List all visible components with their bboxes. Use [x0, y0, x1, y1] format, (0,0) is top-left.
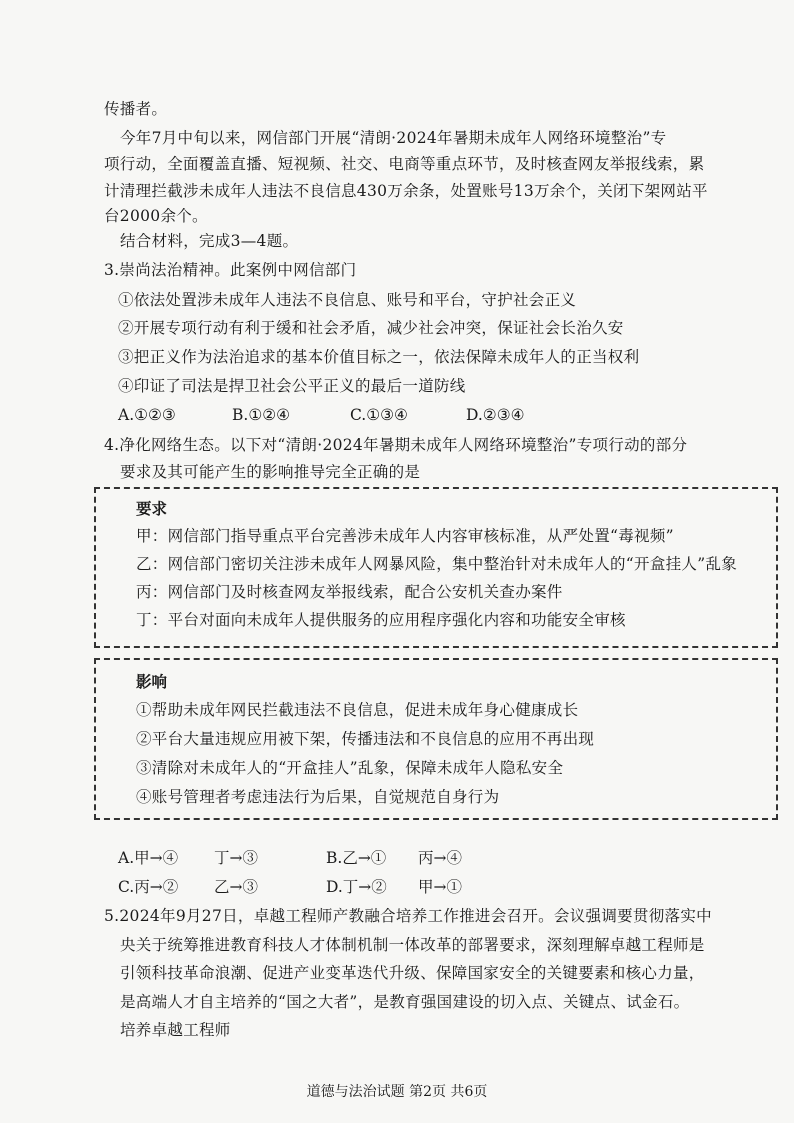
page-footer: 道德与法治试题 第2页 共6页	[306, 1084, 488, 1100]
effect-item: ④账号管理者考虑违法行为后果，自觉规范自身行为	[136, 788, 500, 806]
q5-stem-cont: 是高端人才自主培养的“国之大者”，是教育强国建设的切入点、关键点、试金石。	[120, 993, 690, 1011]
intro-instruction: 结合材料，完成3—4题。	[120, 232, 299, 250]
effect-item: ③清除对未成年人的“开盒挂人”乱象，保障未成年人隐私安全	[136, 759, 564, 777]
q4-choice-d-second: 甲→①	[418, 878, 462, 896]
q3-item: ④印证了司法是捍卫社会公平正义的最后一道防线	[118, 377, 466, 395]
q4-stem-cont: 要求及其可能产生的影响推导完全正确的是	[120, 463, 421, 481]
requirements-box	[94, 487, 778, 648]
requirements-title: 要求	[136, 499, 168, 518]
intro-line: 传播者。	[104, 100, 168, 118]
intro-line: 今年7月中旬以来，网信部门开展“清朗·2024年暑期未成年人网络环境整治”专	[120, 129, 667, 147]
q5-stem-cont: 央关于统筹推进教育科技人才体制机制一体改革的部署要求，深刻理解卓越工程师是	[120, 936, 705, 954]
q4-choice-b-second: 丙→④	[418, 849, 462, 867]
q4-choice-b[interactable]: B.乙→①	[326, 849, 387, 867]
intro-line: 计清理拦截涉未成年人违法不良信息430万余条，处置账号13万余个，关闭下架网站平	[104, 182, 708, 200]
intro-line: 台2000余个。	[104, 207, 208, 225]
q3-item: ①依法处置涉未成年人违法不良信息、账号和平台，守护社会正义	[118, 291, 577, 309]
q5-stem: 5.2024年9月27日，卓越工程师产教融合培养工作推进会召开。会议强调要贯彻落实中	[104, 907, 712, 925]
q5-stem-cont: 培养卓越工程师	[120, 1021, 231, 1039]
q4-choice-c-second: 乙→③	[214, 878, 258, 896]
requirement-item: 甲：网信部门指导重点平台完善涉未成年人内容审核标准，从严处置“毒视频”	[136, 527, 674, 545]
q5-stem-cont: 引领科技革命浪潮、促进产业变革迭代升级、保障国家安全的关键要素和核心力量，	[120, 964, 705, 982]
intro-line: 项行动，全面覆盖直播、短视频、社交、电商等重点环节，及时核查网友举报线索，累	[104, 155, 705, 173]
q4-choice-a-second: 丁→③	[214, 849, 258, 867]
effects-box	[94, 658, 778, 820]
q3-item: ②开展专项行动有利于缓和社会矛盾，减少社会冲突，保证社会长治久安	[118, 319, 624, 337]
requirement-item: 丁：平台对面向未成年人提供服务的应用程序强化内容和功能安全审核	[136, 611, 626, 629]
q3-choice-a[interactable]: A.①②③	[118, 406, 176, 424]
q4-choice-a[interactable]: A.甲→④	[118, 849, 179, 867]
effect-item: ②平台大量违规应用被下架，传播违法和不良信息的应用不再出现	[136, 730, 595, 748]
q4-choice-c[interactable]: C.丙→②	[118, 878, 179, 896]
q3-stem: 3.崇尚法治精神。此案例中网信部门	[104, 261, 357, 279]
q3-item: ③把正义作为法治追求的基本价值目标之一，依法保障未成年人的正当权利	[118, 348, 640, 366]
q3-choice-b[interactable]: B.①②④	[232, 406, 291, 424]
requirement-item: 乙：网信部门密切关注涉未成年人网暴风险，集中整治针对未成年人的“开盒挂人”乱象	[136, 555, 738, 573]
q3-choice-d[interactable]: D.②③④	[466, 406, 525, 424]
q3-choice-c[interactable]: C.①③④	[350, 406, 408, 424]
effects-title: 影响	[136, 672, 168, 691]
effect-item: ①帮助未成年网民拦截违法不良信息，促进未成年身心健康成长	[136, 701, 579, 719]
q4-stem: 4.净化网络生态。以下对“清朗·2024年暑期未成年人网络环境整治”专项行动的部分	[104, 436, 688, 454]
requirement-item: 丙：网信部门及时核查网友举报线索，配合公安机关查办案件	[136, 583, 563, 601]
q4-choice-d[interactable]: D.丁→②	[326, 878, 387, 896]
